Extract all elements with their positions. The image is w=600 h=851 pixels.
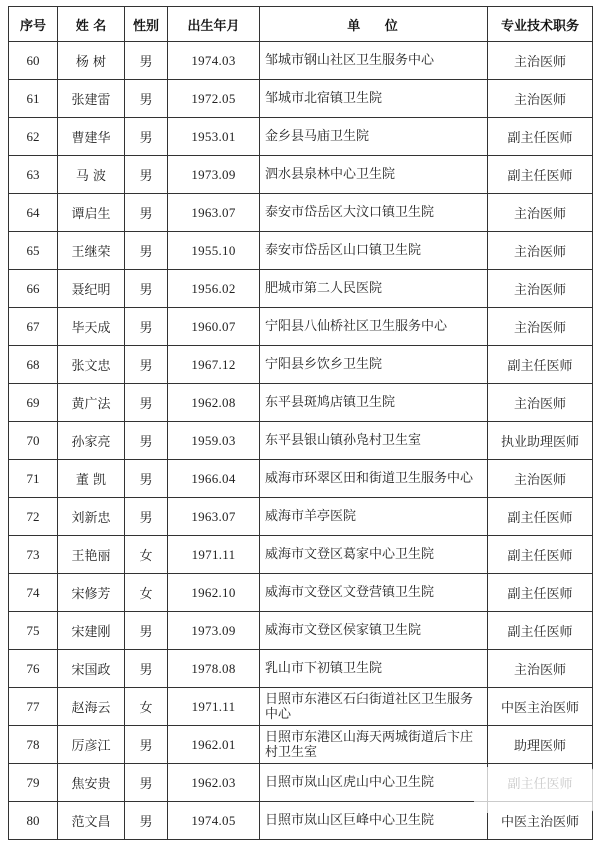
row-gender: 男	[125, 460, 168, 498]
row-title: 副主任医师	[488, 156, 593, 194]
row-unit: 泰安市岱岳区山口镇卫生院	[260, 232, 488, 270]
row-name: 马 波	[58, 156, 125, 194]
row-birth: 1971.11	[168, 536, 260, 574]
row-unit: 宁阳县乡饮乡卫生院	[260, 346, 488, 384]
row-unit: 邹城市北宿镇卫生院	[260, 80, 488, 118]
row-unit: 肥城市第二人民医院	[260, 270, 488, 308]
row-unit: 威海市羊亭医院	[260, 498, 488, 536]
row-gender: 男	[125, 118, 168, 156]
row-unit: 日照市岚山区虎山中心卫生院	[260, 764, 488, 802]
row-unit: 威海市文登区葛家中心卫生院	[260, 536, 488, 574]
row-title: 主治医师	[488, 384, 593, 422]
row-gender: 男	[125, 726, 168, 764]
row-name: 孙家亮	[58, 422, 125, 460]
table-row	[9, 118, 593, 156]
row-unit: 东平县银山镇孙凫村卫生室	[260, 422, 488, 460]
row-index: 67	[9, 308, 58, 346]
row-birth: 1962.01	[168, 726, 260, 764]
row-birth: 1972.05	[168, 80, 260, 118]
row-index: 69	[9, 384, 58, 422]
row-birth: 1953.01	[168, 118, 260, 156]
row-index: 68	[9, 346, 58, 384]
row-title: 主治医师	[488, 80, 593, 118]
row-title: 副主任医师	[488, 612, 593, 650]
row-gender: 男	[125, 650, 168, 688]
row-unit: 日照市东港区山海天两城街道后卞庄村卫生室	[260, 726, 488, 764]
row-unit: 宁阳县八仙桥社区卫生服务中心	[260, 308, 488, 346]
row-gender: 男	[125, 42, 168, 80]
row-index: 63	[9, 156, 58, 194]
table-row	[9, 574, 593, 612]
row-unit: 日照市岚山区巨峰中心卫生院	[260, 802, 488, 840]
row-name: 聂纪明	[58, 270, 125, 308]
row-title: 副主任医师	[488, 536, 593, 574]
row-gender: 男	[125, 308, 168, 346]
row-birth: 1971.11	[168, 688, 260, 726]
row-title: 副主任医师	[488, 346, 593, 384]
row-index: 61	[9, 80, 58, 118]
row-gender: 男	[125, 384, 168, 422]
row-gender: 男	[125, 194, 168, 232]
row-birth: 1962.03	[168, 764, 260, 802]
row-birth: 1967.12	[168, 346, 260, 384]
table-row	[9, 346, 593, 384]
row-name: 张建雷	[58, 80, 125, 118]
row-name: 厉彦江	[58, 726, 125, 764]
row-birth: 1973.09	[168, 156, 260, 194]
row-birth: 1962.08	[168, 384, 260, 422]
row-birth: 1963.07	[168, 194, 260, 232]
row-title: 主治医师	[488, 42, 593, 80]
personnel-table	[8, 6, 593, 840]
table-row	[9, 308, 593, 346]
header-unit: 单 位	[260, 7, 488, 42]
row-index: 65	[9, 232, 58, 270]
row-birth: 1956.02	[168, 270, 260, 308]
table-body	[9, 42, 593, 840]
table-row	[9, 156, 593, 194]
row-name: 黄广法	[58, 384, 125, 422]
row-name: 毕天成	[58, 308, 125, 346]
row-index: 60	[9, 42, 58, 80]
row-title: 中医主治医师	[488, 802, 593, 840]
header-title: 专业技术职务	[488, 7, 593, 42]
row-index: 64	[9, 194, 58, 232]
row-birth: 1960.07	[168, 308, 260, 346]
row-gender: 男	[125, 232, 168, 270]
row-unit: 泰安市岱岳区大汶口镇卫生院	[260, 194, 488, 232]
row-name: 宋修芳	[58, 574, 125, 612]
row-gender: 男	[125, 612, 168, 650]
row-title: 主治医师	[488, 308, 593, 346]
row-unit: 乳山市下初镇卫生院	[260, 650, 488, 688]
header-birth: 出生年月	[168, 7, 260, 42]
row-name: 赵海云	[58, 688, 125, 726]
row-birth: 1955.10	[168, 232, 260, 270]
row-gender: 男	[125, 764, 168, 802]
row-name: 宋国政	[58, 650, 125, 688]
table-row	[9, 498, 593, 536]
row-gender: 男	[125, 270, 168, 308]
row-birth: 1974.05	[168, 802, 260, 840]
table-row	[9, 536, 593, 574]
row-title: 中医主治医师	[488, 688, 593, 726]
row-gender: 男	[125, 498, 168, 536]
row-title: 副主任医师	[488, 118, 593, 156]
row-title: 助理医师	[488, 726, 593, 764]
row-unit: 东平县斑鸠店镇卫生院	[260, 384, 488, 422]
row-birth: 1973.09	[168, 612, 260, 650]
row-name: 范文昌	[58, 802, 125, 840]
row-birth: 1966.04	[168, 460, 260, 498]
row-gender: 男	[125, 422, 168, 460]
row-index: 62	[9, 118, 58, 156]
row-name: 王继荣	[58, 232, 125, 270]
row-birth: 1974.03	[168, 42, 260, 80]
table-row	[9, 422, 593, 460]
row-unit: 威海市环翠区田和街道卫生服务中心	[260, 460, 488, 498]
row-title: 主治医师	[488, 194, 593, 232]
row-title: 主治医师	[488, 460, 593, 498]
table-row	[9, 194, 593, 232]
header-index: 序号	[9, 7, 58, 42]
row-unit: 日照市东港区石臼街道社区卫生服务中心	[260, 688, 488, 726]
row-name: 刘新忠	[58, 498, 125, 536]
row-name: 曹建华	[58, 118, 125, 156]
table-row	[9, 688, 593, 726]
table-row	[9, 612, 593, 650]
header-gender: 性别	[125, 7, 168, 42]
row-name: 张文忠	[58, 346, 125, 384]
row-gender: 男	[125, 346, 168, 384]
table-row	[9, 80, 593, 118]
row-index: 74	[9, 574, 58, 612]
row-title: 副主任医师	[488, 574, 593, 612]
row-gender: 男	[125, 80, 168, 118]
row-name: 杨 树	[58, 42, 125, 80]
table-row	[9, 384, 593, 422]
row-gender: 女	[125, 688, 168, 726]
row-title: 执业助理医师	[488, 422, 593, 460]
row-unit: 泗水县泉林中心卫生院	[260, 156, 488, 194]
row-birth: 1978.08	[168, 650, 260, 688]
row-name: 谭启生	[58, 194, 125, 232]
table-header-row	[9, 7, 593, 42]
table-row	[9, 232, 593, 270]
row-name: 宋建刚	[58, 612, 125, 650]
row-title: 主治医师	[488, 232, 593, 270]
row-gender: 男	[125, 156, 168, 194]
row-index: 72	[9, 498, 58, 536]
row-index: 70	[9, 422, 58, 460]
header-name: 姓 名	[58, 7, 125, 42]
row-index: 66	[9, 270, 58, 308]
row-index: 76	[9, 650, 58, 688]
row-unit: 邹城市钢山社区卫生服务中心	[260, 42, 488, 80]
row-title: 副主任医师	[488, 498, 593, 536]
row-index: 79	[9, 764, 58, 802]
table-row	[9, 650, 593, 688]
row-gender: 女	[125, 574, 168, 612]
row-index: 78	[9, 726, 58, 764]
row-title: 主治医师	[488, 650, 593, 688]
row-gender: 男	[125, 802, 168, 840]
row-name: 董 凯	[58, 460, 125, 498]
row-index: 73	[9, 536, 58, 574]
row-index: 77	[9, 688, 58, 726]
row-birth: 1962.10	[168, 574, 260, 612]
row-name: 王艳丽	[58, 536, 125, 574]
table-row	[9, 460, 593, 498]
table-row	[9, 726, 593, 764]
watermark-area	[474, 767, 594, 813]
row-title: 主治医师	[488, 270, 593, 308]
row-birth: 1963.07	[168, 498, 260, 536]
row-name: 焦安贵	[58, 764, 125, 802]
table-row	[9, 42, 593, 80]
row-birth: 1959.03	[168, 422, 260, 460]
row-index: 75	[9, 612, 58, 650]
table-row	[9, 270, 593, 308]
row-index: 71	[9, 460, 58, 498]
row-gender: 女	[125, 536, 168, 574]
row-unit: 威海市文登区侯家镇卫生院	[260, 612, 488, 650]
row-unit: 威海市文登区文登营镇卫生院	[260, 574, 488, 612]
row-unit: 金乡县马庙卫生院	[260, 118, 488, 156]
row-index: 80	[9, 802, 58, 840]
